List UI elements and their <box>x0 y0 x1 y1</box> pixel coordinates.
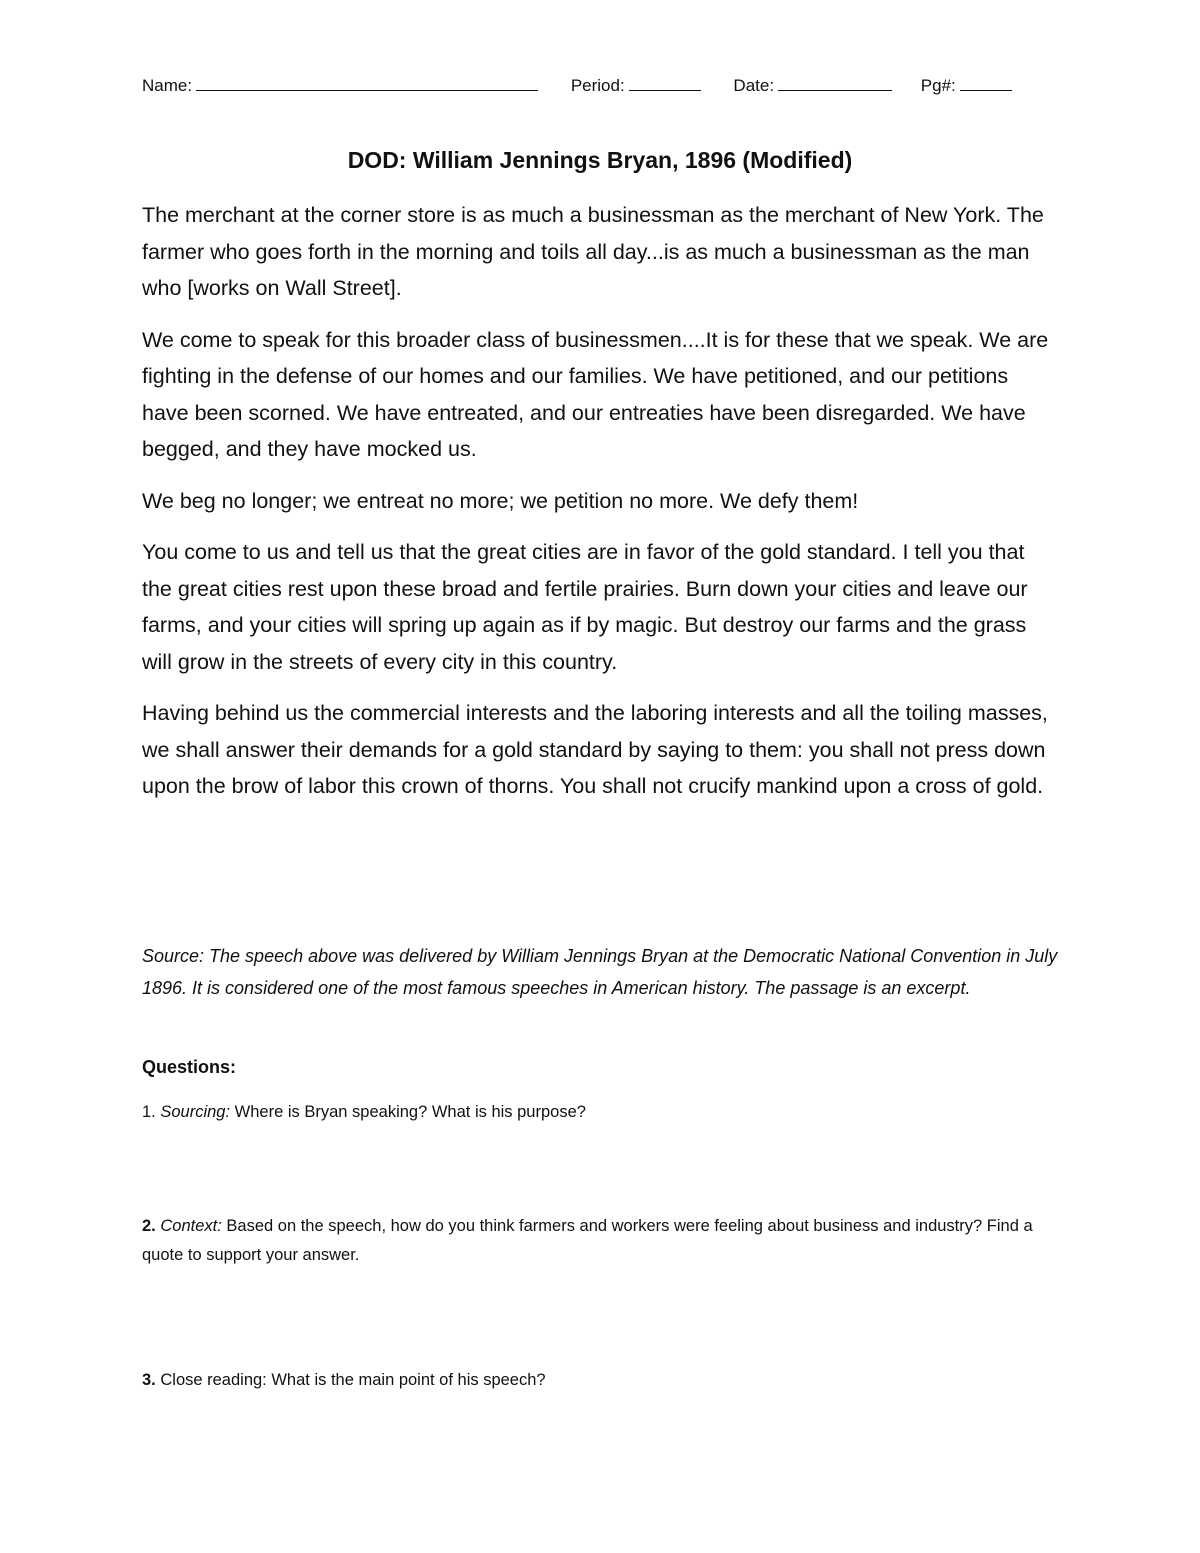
question-number: 3. <box>142 1371 156 1389</box>
document-title: DOD: William Jennings Bryan, 1896 (Modified) <box>347 147 853 173</box>
question-tag: Close reading: <box>160 1371 267 1389</box>
name-blank-line[interactable] <box>196 74 538 91</box>
question-text: Based on the speech, how do you think farmers and workers were feeling about business and industry? Find a quote to support your answer. <box>142 1217 1033 1264</box>
page-number-field[interactable] <box>921 74 1012 98</box>
date-field[interactable] <box>733 74 892 98</box>
question-tag: Context: <box>160 1217 222 1235</box>
question-number: 2. <box>142 1217 156 1235</box>
question-number: 1. <box>142 1103 156 1121</box>
questions-heading: Questions: <box>142 1057 237 1077</box>
period-field[interactable] <box>571 74 701 98</box>
name-label: Name: <box>142 76 193 95</box>
question-tag: Sourcing: <box>160 1103 231 1121</box>
question-3 <box>142 1366 1062 1395</box>
speech-excerpt <box>142 197 1052 820</box>
date-blank-line[interactable] <box>778 74 892 91</box>
question-text: Where is Bryan speaking? What is his purpose? <box>234 1103 586 1121</box>
speech-paragraph: The merchant at the corner store is as much a businessman as the merchant of New York. The farmer who goes forth in the morning and toils all day...is as much a businessman as the man who [works on Wall Street]. <box>142 203 1044 300</box>
question-2 <box>142 1212 1062 1270</box>
speech-paragraph: We come to speak for this broader class of businessmen....It is for these that we speak. We are fighting in the defense of our homes and our families. We have petitioned, and our petitions have been scorned. We have entreated, and our entreaties have been disregarded. We have begged, and they have mocked us. <box>142 327 1049 461</box>
pg-blank-line[interactable] <box>960 74 1012 91</box>
speech-paragraph: You come to us and tell us that the great cities are in favor of the gold standard. I tell you that the great cities rest upon these broad and fertile prairies. Burn down your cities and leave our farms, and your cities will spring up again as if by magic. But destroy our farms and the grass will grow in the streets of every city in this country. <box>142 540 1028 674</box>
pg-label: Pg#: <box>920 76 956 95</box>
question-1 <box>142 1098 1062 1127</box>
student-info-header <box>142 74 1042 98</box>
speech-paragraph: Having behind us the commercial interests and the laboring interests and all the toiling masses, we shall answer their demands for a gold standard by saying to them: you shall not press down upon the brow of labor this crown of thorns. You shall not crucify mankind upon a cross of gold. <box>142 701 1048 798</box>
speech-paragraph: We beg no longer; we entreat no more; we petition no more. We defy them! <box>142 488 859 513</box>
period-label: Period: <box>570 76 625 95</box>
period-blank-line[interactable] <box>629 74 701 91</box>
date-label: Date: <box>733 76 775 95</box>
name-field[interactable] <box>142 74 538 98</box>
question-text: What is the main point of his speech? <box>271 1371 546 1389</box>
source-note: Source: The speech above was delivered by William Jennings Bryan at the Democratic National Convention in July 1896. It is considered one of the most famous speeches in American history. The passage is an excerpt. <box>142 946 1058 998</box>
